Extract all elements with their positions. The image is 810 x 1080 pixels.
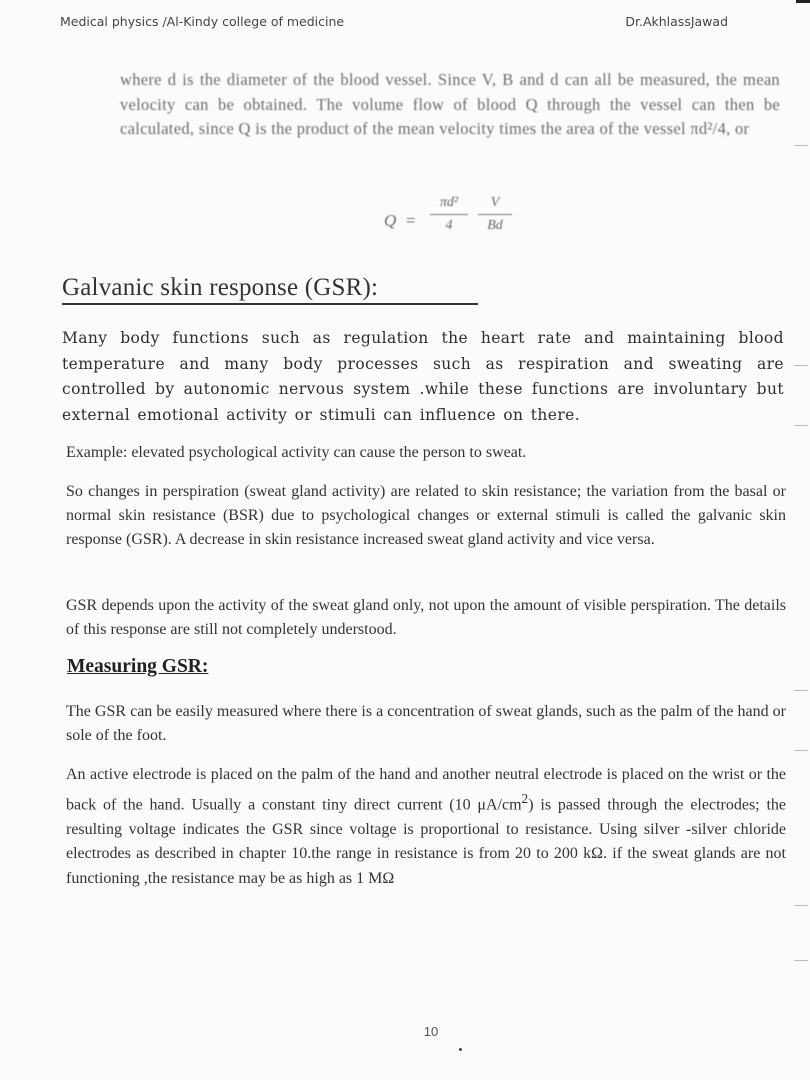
formula-frac1-denominator: 4 [445, 218, 453, 233]
measuring-p2-part1: An active electrode is placed on the palm of the hand and another neutral electrode is placed on the wrist or the back of the hand. Usually a constant tiny direct current (10 μA/cm [66, 766, 786, 814]
measuring-p2-part2: ) is passed through the electrodes; the resulting voltage indicates the GSR since voltage is proportional to resistance. Using silver -silver chloride electrodes as described in chapter 10.the range in resistance is from 20 to 200 kΩ. if the sweat glands are not functioning ,the resistance may be as high as 1 MΩ [66, 796, 786, 887]
edge-mark [794, 750, 808, 751]
measuring-p2-superscript: 2 [521, 791, 529, 807]
header-course: Medical physics /Al-Kindy college of medicine [60, 14, 345, 29]
scan-artifact [796, 0, 810, 3]
faded-intro-paragraph: where d is the diameter of the blood vessel. Since V, B and d can all be measured, the mean velocity can be obtained. The volume flow of blood Q through the vessel can then be calculated, since Q is the product of the mean velocity times the area of the vessel πd²/4, or [120, 70, 780, 138]
formula-fraction-1 [430, 195, 468, 234]
measuring-paragraph-2 [66, 763, 786, 891]
formula-frac2-denominator: Bd [487, 218, 503, 233]
gsr-paragraph-3: GSR depends upon the activity of the sweat gland only, not upon the amount of visible perspiration. The details of this response are still not completely understood. [66, 597, 786, 638]
edge-mark [794, 690, 808, 691]
flow-formula [384, 195, 544, 255]
heading-underline [62, 303, 478, 305]
gsr-paragraph-1: Many body functions such as regulation the heart rate and maintaining blood temperature and many body processes such as respiration and sweating are controlled by autonomic nervous system .while these functions are involuntary but external emotional activity or stimuli can influence on there. [62, 329, 784, 424]
edge-mark [794, 145, 808, 146]
edge-mark [794, 425, 808, 426]
edge-mark [794, 365, 808, 366]
formula-fraction-2 [478, 195, 512, 234]
header-author: Dr.AkhlassJawad [625, 14, 728, 29]
formula-frac2-numerator: V [490, 195, 500, 210]
edge-mark [794, 960, 808, 961]
gsr-paragraph-2: So changes in perspiration (sweat gland activity) are related to skin resistance; the variation from the basal or normal skin resistance (BSR) due to psychological changes or external stimuli is called the galvanic skin response (GSR). A decrease in skin resistance increased sweat gland activity and vice versa. [66, 483, 786, 548]
subheading-measuring-gsr: Measuring GSR: [67, 656, 209, 677]
formula-lhs: Q [384, 211, 397, 230]
page-number: 10 [423, 1024, 439, 1039]
formula-frac1-numerator: πd² [439, 195, 459, 210]
gsr-example: Example: elevated psychological activity can cause the person to sweat. [66, 444, 527, 461]
measuring-paragraph-1: The GSR can be easily measured where there is a concentration of sweat glands, such as the palm of the hand or sole of the foot. [66, 703, 786, 744]
scan-dot [459, 1048, 462, 1051]
formula-equals: = [406, 211, 416, 230]
edge-mark [794, 905, 808, 906]
section-heading-gsr: Galvanic skin response (GSR): [62, 274, 379, 301]
